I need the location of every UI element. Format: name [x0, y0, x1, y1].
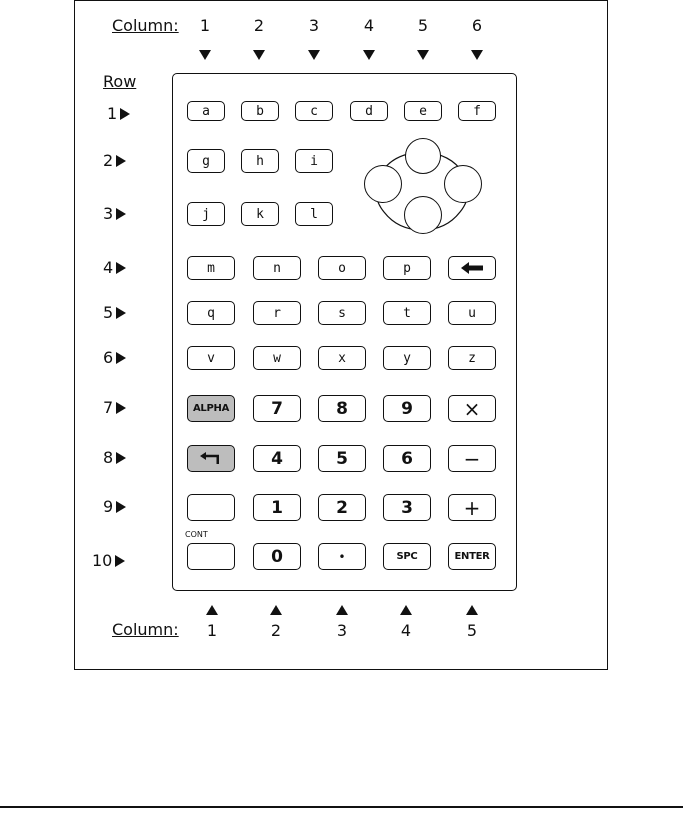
top-column-number: 3: [308, 16, 320, 35]
key-l[interactable]: l: [295, 202, 333, 226]
bottom-column-number: 3: [336, 621, 348, 640]
key-c[interactable]: c: [295, 101, 333, 121]
key-8[interactable]: 8: [318, 395, 366, 422]
top-column-number: 5: [417, 16, 429, 35]
row-label: [103, 151, 126, 170]
row-arrow-icon: [116, 402, 126, 414]
dpad-up-button[interactable]: [405, 138, 441, 174]
row-arrow-icon: [116, 155, 126, 167]
column-arrow-icon: [206, 605, 218, 615]
key-w[interactable]: w: [253, 346, 301, 370]
enter-button[interactable]: ENTER: [448, 543, 496, 570]
key-p[interactable]: p: [383, 256, 431, 280]
column-arrow-icon: [417, 50, 429, 60]
row-label: [103, 204, 126, 223]
row-number: 6: [103, 348, 114, 367]
row-number: 5: [103, 303, 114, 322]
row-header: Row: [103, 72, 137, 91]
key-z[interactable]: z: [448, 346, 496, 370]
row-arrow-icon: [116, 352, 126, 364]
backspace-button[interactable]: [448, 256, 496, 280]
bottom-column-number: 5: [466, 621, 478, 640]
key-y[interactable]: y: [383, 346, 431, 370]
bottom-column-number: 2: [270, 621, 282, 640]
bottom-rule: [0, 806, 683, 808]
row-label: [103, 258, 126, 277]
row-label: [103, 303, 126, 322]
key-5[interactable]: 5: [318, 445, 366, 472]
row-number: 4: [103, 258, 114, 277]
row-number: 8: [103, 448, 114, 467]
key-m[interactable]: m: [187, 256, 235, 280]
dpad-right-button[interactable]: [444, 165, 482, 203]
key-2[interactable]: 2: [318, 494, 366, 521]
bottom-column-number: 4: [400, 621, 412, 640]
shift-hook-arrow-icon: [198, 451, 224, 467]
key-k[interactable]: k: [241, 202, 279, 226]
bottom-column-label: Column:: [112, 620, 179, 639]
row-label: [92, 551, 125, 570]
row-arrow-icon: [116, 307, 126, 319]
key-i[interactable]: i: [295, 149, 333, 173]
key-h[interactable]: h: [241, 149, 279, 173]
top-column-number: 6: [471, 16, 483, 35]
key-j[interactable]: j: [187, 202, 225, 226]
row-arrow-icon: [115, 555, 125, 567]
column-arrow-icon: [308, 50, 320, 60]
row-arrow-icon: [116, 262, 126, 274]
key-f[interactable]: f: [458, 101, 496, 121]
row-number: 9: [103, 497, 114, 516]
row-number: 2: [103, 151, 114, 170]
column-arrow-icon: [471, 50, 483, 60]
bottom-column-number: 1: [206, 621, 218, 640]
decimal-point-button[interactable]: •: [318, 543, 366, 570]
dpad-left-button[interactable]: [364, 165, 402, 203]
key-0[interactable]: 0: [253, 543, 301, 570]
row-arrow-icon: [116, 452, 126, 464]
column-arrow-icon: [253, 50, 265, 60]
top-column-number: 1: [199, 16, 211, 35]
row-number: 10: [92, 551, 113, 570]
key-b[interactable]: b: [241, 101, 279, 121]
plus-button[interactable]: +: [448, 494, 496, 521]
key-a[interactable]: a: [187, 101, 225, 121]
column-arrow-icon: [466, 605, 478, 615]
minus-button[interactable]: −: [448, 445, 496, 472]
blank-shift-button[interactable]: [187, 494, 235, 521]
column-arrow-icon: [336, 605, 348, 615]
key-o[interactable]: o: [318, 256, 366, 280]
key-9[interactable]: 9: [383, 395, 431, 422]
key-7[interactable]: 7: [253, 395, 301, 422]
row-number: 7: [103, 398, 114, 417]
dpad-down-button[interactable]: [404, 196, 442, 234]
key-4[interactable]: 4: [253, 445, 301, 472]
row-arrow-icon: [116, 208, 126, 220]
row-number: 1: [107, 104, 118, 123]
cont-label: CONT: [185, 530, 208, 539]
key-u[interactable]: u: [448, 301, 496, 325]
on-cont-button[interactable]: [187, 543, 235, 570]
key-r[interactable]: r: [253, 301, 301, 325]
row-label: [103, 497, 126, 516]
key-e[interactable]: e: [404, 101, 442, 121]
row-label: [107, 104, 130, 123]
column-arrow-icon: [363, 50, 375, 60]
row-label: [103, 448, 126, 467]
top-column-number: 4: [363, 16, 375, 35]
key-n[interactable]: n: [253, 256, 301, 280]
key-v[interactable]: v: [187, 346, 235, 370]
column-arrow-icon: [270, 605, 282, 615]
row-arrow-icon: [120, 108, 130, 120]
key-g[interactable]: g: [187, 149, 225, 173]
space-button[interactable]: SPC: [383, 543, 431, 570]
row-number: 3: [103, 204, 114, 223]
row-arrow-icon: [116, 501, 126, 513]
column-arrow-icon: [199, 50, 211, 60]
left-shift-button[interactable]: [187, 445, 235, 472]
multiply-button[interactable]: ×: [448, 395, 496, 422]
top-column-number: 2: [253, 16, 265, 35]
alpha-button[interactable]: ALPHA: [187, 395, 235, 422]
top-column-label: Column:: [112, 16, 179, 35]
key-3[interactable]: 3: [383, 494, 431, 521]
key-1[interactable]: 1: [253, 494, 301, 521]
row-label: [103, 398, 126, 417]
row-label: [103, 348, 126, 367]
key-t[interactable]: t: [383, 301, 431, 325]
backspace-arrow-icon: [459, 261, 485, 275]
column-arrow-icon: [400, 605, 412, 615]
key-s[interactable]: s: [318, 301, 366, 325]
key-q[interactable]: q: [187, 301, 235, 325]
key-6[interactable]: 6: [383, 445, 431, 472]
key-d[interactable]: d: [350, 101, 388, 121]
key-x[interactable]: x: [318, 346, 366, 370]
